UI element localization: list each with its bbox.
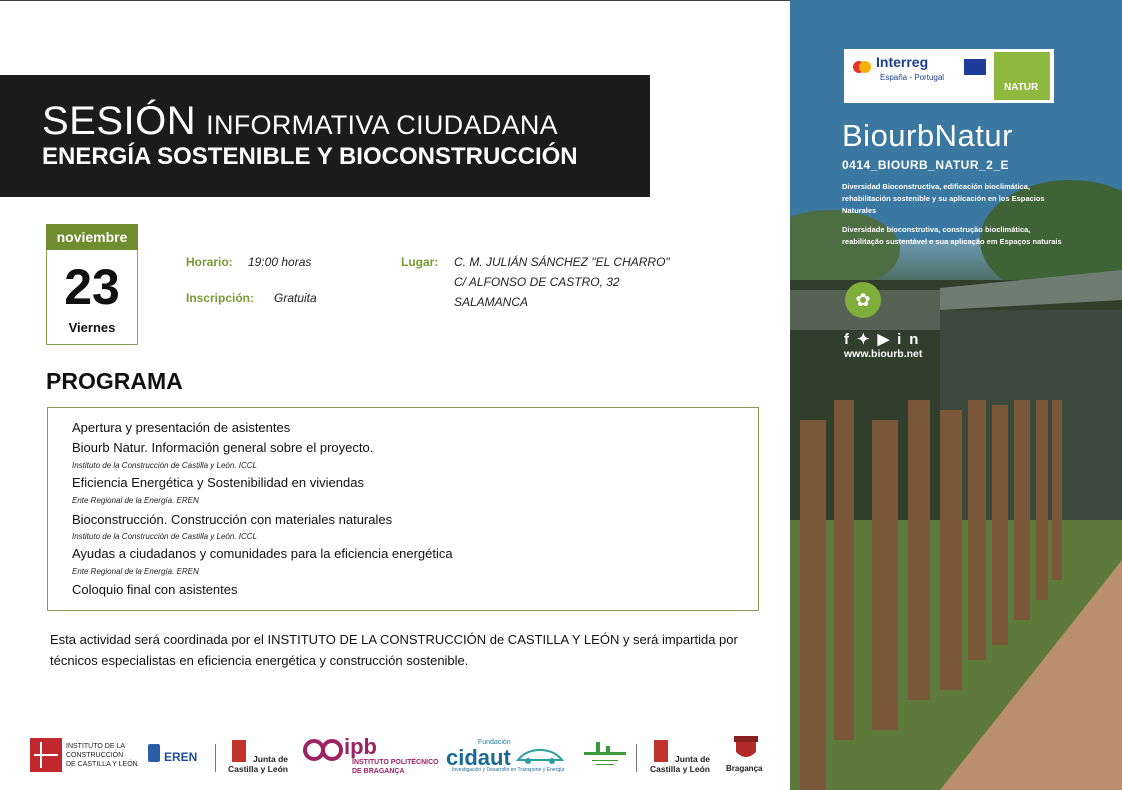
footer-text: Esta actividad será coordinada por el INSTITUTO DE LA CONSTRUCCIÓN de CASTILLA Y LEÓN y será impartida por técnicos especialistas en eficiencia energética y construcción sostenible. <box>50 632 738 668</box>
iccl-line: CONSTRUCCIÓN <box>66 752 124 759</box>
interreg-text: Interreg <box>876 54 929 70</box>
junta-line: Castilla y León <box>228 764 288 774</box>
interreg-mark-icon <box>852 57 872 77</box>
date-month: noviembre <box>46 224 138 250</box>
ipb-line: INSTITUTO POLITÉCNICO <box>352 759 439 766</box>
horario-label: Horario: <box>186 255 233 269</box>
junta-line: Junta de <box>675 754 710 764</box>
banner-informativa: INFORMATIVA CIUDADANA <box>206 110 558 140</box>
cidaut-logo-text: cidaut <box>446 745 511 770</box>
programa-box <box>47 407 759 611</box>
braganca-logo-text: Bragança <box>726 764 763 773</box>
iccl-line: DE CASTILLA Y LEÓN <box>66 761 138 768</box>
panel-desc-pt: Diversidade bioconstrutiva, construção bioclimática, reabilitação sustentável e sua aplicação em Espaços naturais <box>842 225 1062 246</box>
junta-logo-text <box>650 754 710 774</box>
iccl-logo-text <box>66 742 138 769</box>
right-panel <box>790 0 1122 790</box>
ipb-mark-icon <box>302 736 346 766</box>
programa-item-speaker: Ente Regional de la Energía. EREN <box>72 567 199 576</box>
iccl-line: INSTITUTO DE LA <box>66 743 125 750</box>
programa-item-speaker: Instituto de la Construcción de Castilla y León. ICCL <box>72 461 257 470</box>
junta-line: Junta de <box>253 754 288 764</box>
website-link[interactable]: www.biourb.net <box>844 348 923 360</box>
iccl-logo-icon <box>30 738 62 772</box>
inscripcion-value: Gratuita <box>274 291 317 305</box>
logo-divider <box>215 744 216 772</box>
date-card <box>46 250 138 345</box>
linkedin-icon[interactable]: in <box>897 331 927 348</box>
lugar-line-1: C. M. JULIÁN SÁNCHEZ "EL CHARRO" <box>454 255 670 269</box>
junta-line: Castilla y León <box>650 764 710 774</box>
ipb-symbol-icon <box>302 736 346 771</box>
cidaut-car-icon <box>516 746 564 769</box>
programa-item-speaker: Ente Regional de la Energía. EREN <box>72 496 199 505</box>
programa-item: Apertura y presentación de asistentes <box>72 420 291 435</box>
social-icons[interactable] <box>844 330 926 348</box>
braganca-crest-icon <box>732 734 760 767</box>
date-weekday: Viernes <box>68 320 116 335</box>
natur-text: NATUR <box>1004 82 1039 93</box>
car-icon <box>516 746 564 764</box>
twitter-icon[interactable]: ✦ <box>857 331 878 348</box>
programa-item: Bioconstrucción. Construcción con materiales naturales <box>72 512 393 527</box>
banner-sesion: SESIÓN <box>42 99 197 143</box>
lugar-label: Lugar: <box>401 255 439 269</box>
header-banner <box>0 75 650 197</box>
eu-flag-icon <box>964 59 986 75</box>
interreg-logo <box>844 49 1054 103</box>
junta-logo-text <box>228 754 288 774</box>
ipb-logo-text: ipb <box>344 734 377 759</box>
eren-logo-icon <box>148 744 160 762</box>
cidaut-sub-text: Investigación y Desarrollo en Transporte y Energía <box>452 767 565 773</box>
logo-divider <box>636 744 637 772</box>
programa-title: PROGRAMA <box>46 368 183 394</box>
iccl-mark-icon <box>30 738 62 772</box>
lugar-line-2: C/ ALFONSO DE CASTRO, 32 <box>454 275 620 289</box>
panel-desc-es: Diversidad Bioconstructiva, edificación bioclimática, rehabilitación sostenible y su aplicación en los Espacios Naturales <box>842 182 1045 215</box>
programa-item-speaker: Instituto de la Construcción de Castilla y León. ICCL <box>72 532 257 541</box>
eren-logo-text: EREN <box>164 750 198 764</box>
crest-icon <box>732 734 760 762</box>
youtube-icon[interactable]: ▶ <box>877 331 898 348</box>
inscripcion-label: Inscripción: <box>186 291 255 305</box>
programa-item: Ayudas a ciudadanos y comunidades para la eficiencia energética <box>72 546 453 561</box>
horario-value: 19:00 horas <box>248 255 312 269</box>
programa-item: Eficiencia Energética y Sostenibilidad en viviendas <box>72 475 364 490</box>
facebook-icon[interactable]: f <box>844 331 857 348</box>
date-day: 23 <box>64 259 120 315</box>
ipb-line: DE BRAGANÇA <box>352 768 405 775</box>
panel-title: BiourbNatur <box>842 118 1013 153</box>
patrimonio-logo-icon <box>584 740 626 775</box>
ipb-sub-text <box>352 758 439 776</box>
cidaut-top-text: Fundación <box>478 739 511 746</box>
banner-line-2: ENERGÍA SOSTENIBLE Y BIOCONSTRUCCIÓN <box>42 143 578 170</box>
top-rule <box>0 0 790 1</box>
panel-code: 0414_BIOURB_NATUR_2_E <box>842 158 1010 172</box>
natur-badge <box>994 52 1050 100</box>
programa-item: Biourb Natur. Información general sobre el proyecto. <box>72 440 374 455</box>
patrimonio-mark-icon <box>584 740 626 770</box>
banner-line-1 <box>42 99 558 144</box>
lugar-line-3: SALAMANCA <box>454 295 529 309</box>
programa-item: Coloquio final con asistentes <box>72 582 238 597</box>
leaf-hand-icon: ✿ <box>845 282 881 318</box>
interreg-sub-text: España - Portugal <box>880 73 945 82</box>
